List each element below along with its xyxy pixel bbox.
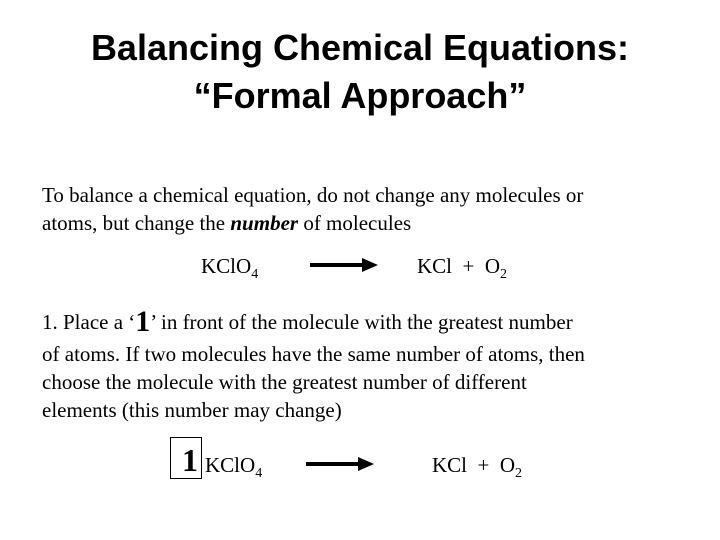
intro-line-1: To balance a chemical equation, do not change any molecules or xyxy=(42,183,584,207)
equation-1-reactant-formula: KClO xyxy=(201,254,252,278)
slide-title xyxy=(0,24,720,120)
equation-2-product-1: KCl xyxy=(432,453,468,477)
equation-2-plus-sign: + xyxy=(477,453,490,477)
title-line-1: Balancing Chemical Equations: xyxy=(90,27,630,68)
step-1-line-1 xyxy=(42,305,573,338)
equation-1-reactant-subscript: 4 xyxy=(251,267,259,282)
step-1-line-2: of atoms. If two molecules have the same number of atoms, then xyxy=(42,342,585,366)
step-1-big-one: 1 xyxy=(135,305,151,338)
step-1-line-4: elements (this number may change) xyxy=(42,398,342,422)
equation-1-product-2-subscript: 2 xyxy=(500,267,508,282)
equation-2-arrow-icon xyxy=(304,454,376,474)
equation-2-reactant xyxy=(205,453,262,482)
equation-2-reactant-formula: KClO xyxy=(205,453,256,477)
equation-2-products xyxy=(432,453,522,482)
intro-line-2-suffix: of molecules xyxy=(298,211,412,235)
coefficient-value: 1 xyxy=(182,442,198,478)
intro-line-2-prefix: atoms, but change the xyxy=(42,211,231,235)
equation-1-plus-sign: + xyxy=(462,254,475,278)
title-line-2: “Formal Approach” xyxy=(193,75,527,116)
equation-2-reactant-subscript: 4 xyxy=(255,466,263,481)
step-1-prefix: 1. Place a ‘ xyxy=(42,310,136,334)
intro-line-2 xyxy=(42,209,411,237)
equation-1-reactant xyxy=(201,254,258,283)
equation-1-arrow-icon xyxy=(308,255,380,275)
intro-emphasis-number: number xyxy=(230,211,299,235)
equation-2-product-2-subscript: 2 xyxy=(515,466,523,481)
equation-1-products xyxy=(417,254,507,283)
equation-1-product-2: O xyxy=(484,254,501,278)
equation-1-product-1: KCl xyxy=(417,254,453,278)
step-1-suffix: ’ in front of the molecule with the greatest number xyxy=(150,310,573,334)
step-1-line-3: choose the molecule with the greatest number of different xyxy=(42,370,527,394)
equation-2-product-2: O xyxy=(499,453,516,477)
